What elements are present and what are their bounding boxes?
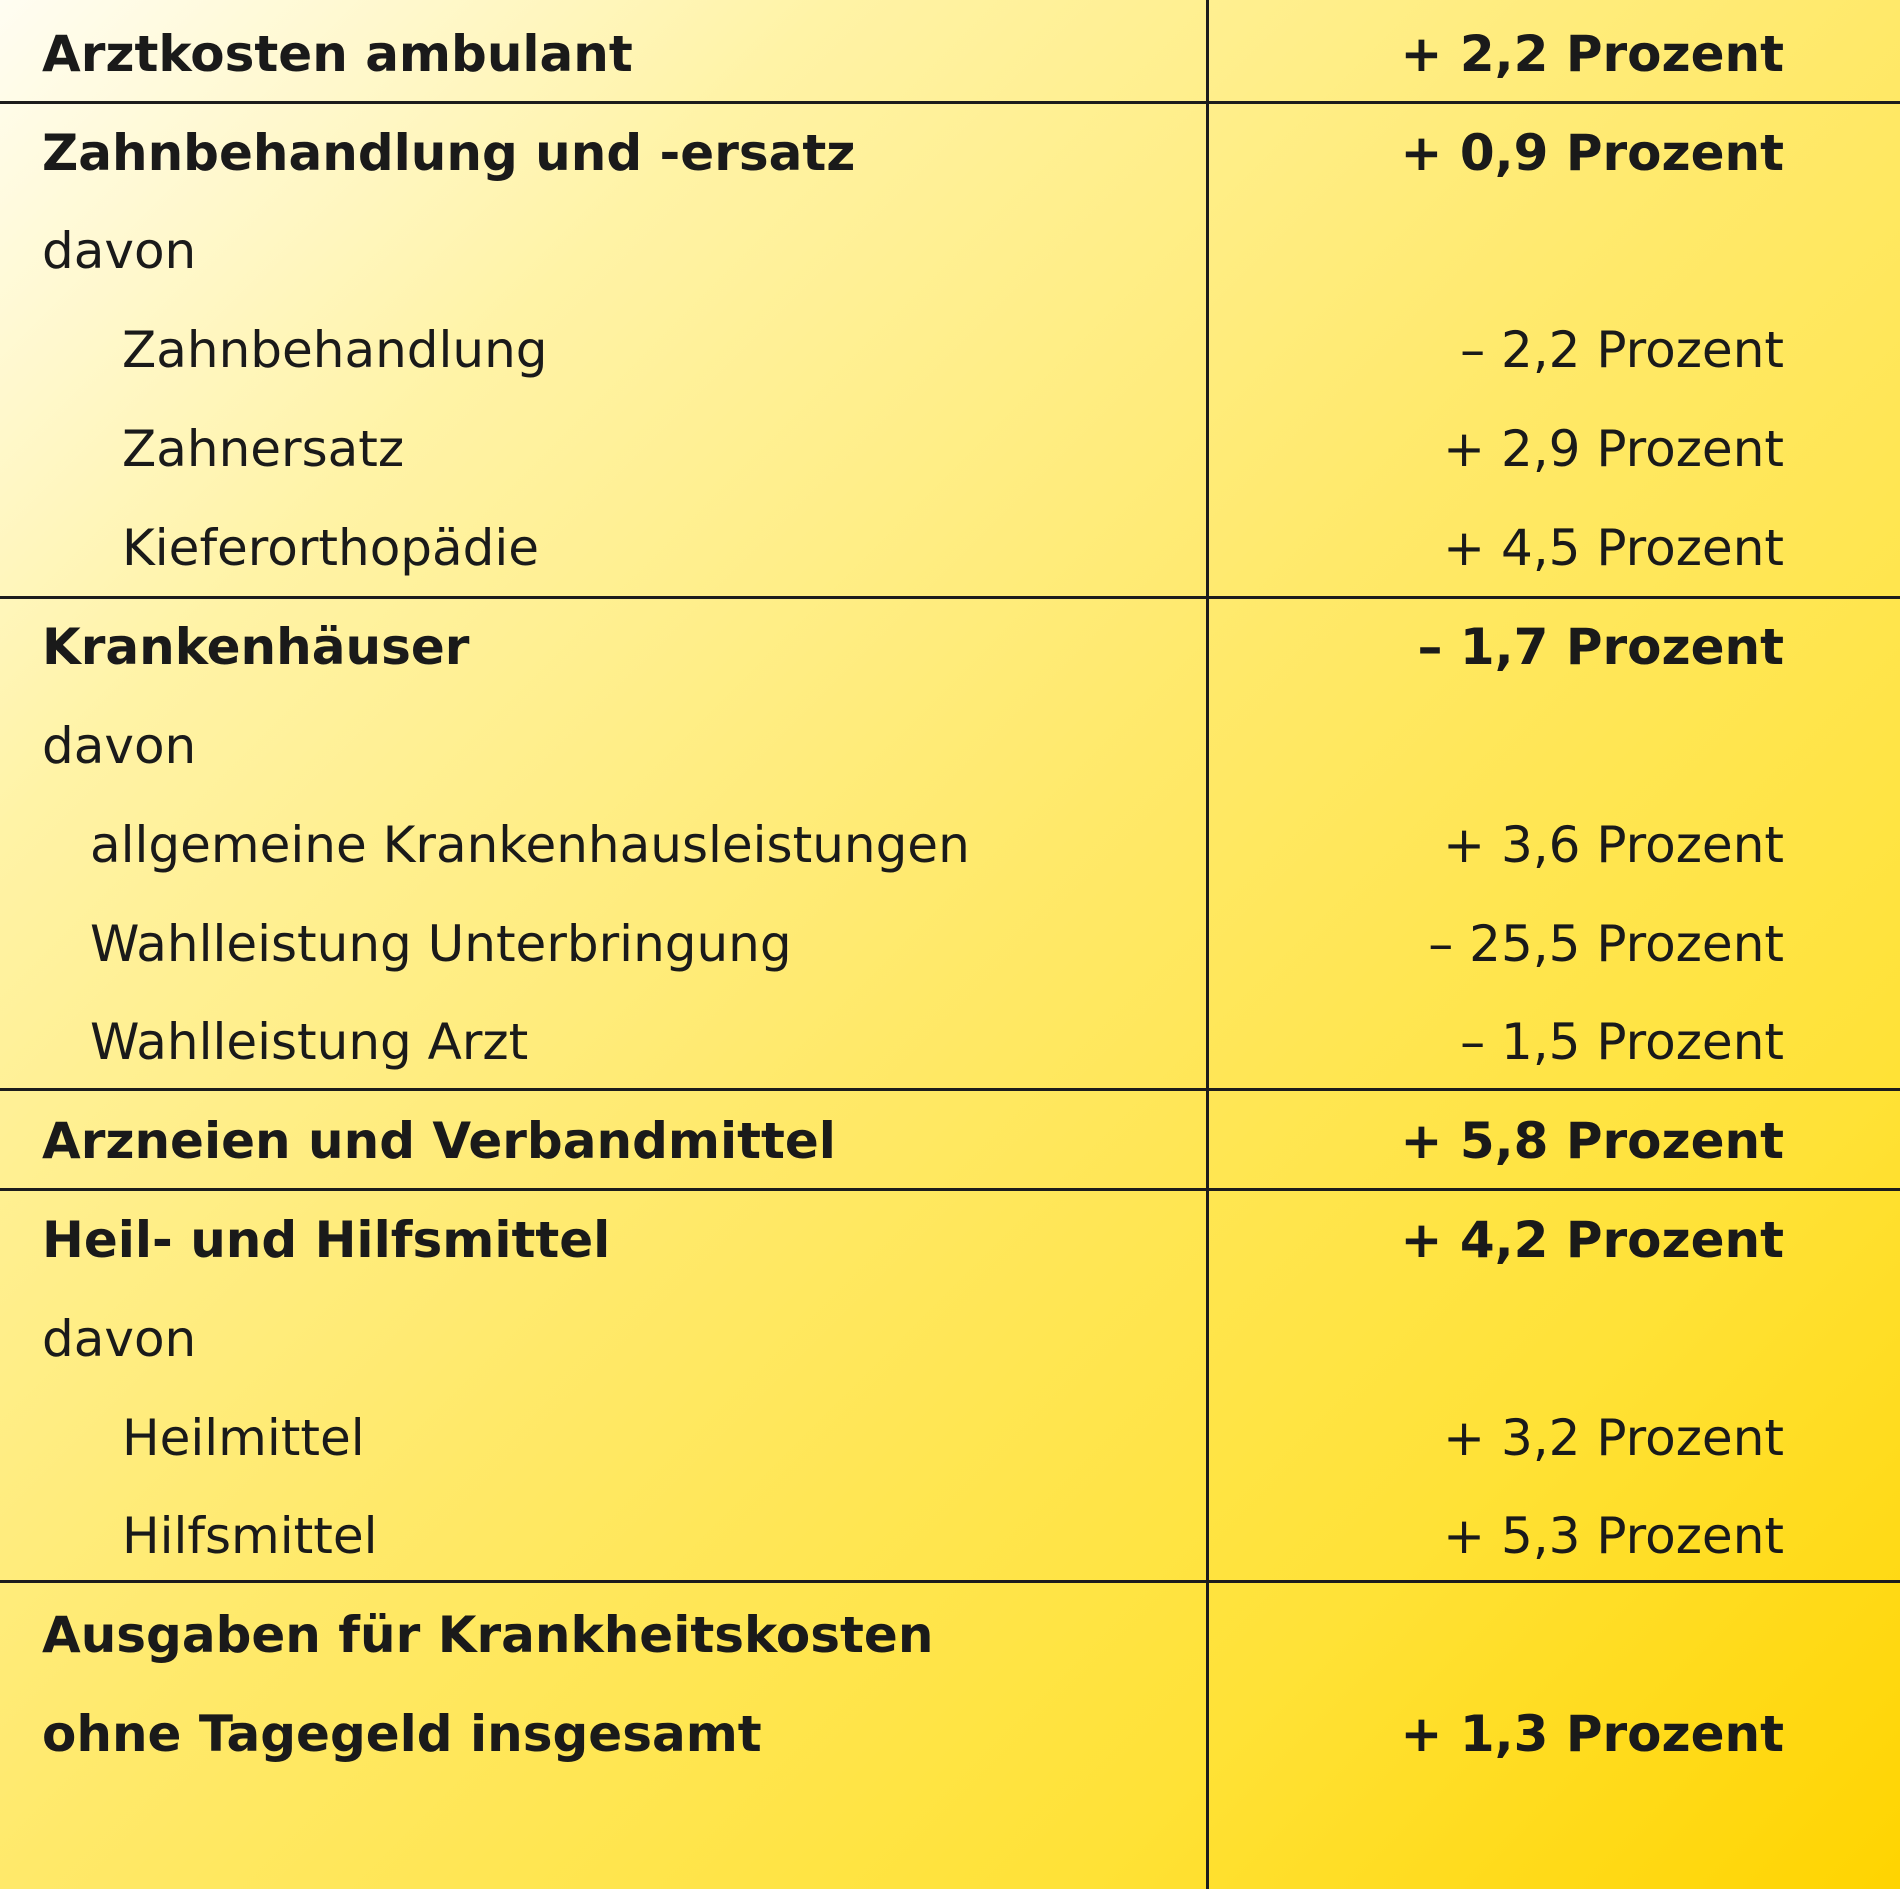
row-value: + 3,2 Prozent [1443,1409,1784,1467]
row-label: Wahlleistung Unterbringung [90,915,792,973]
row-label: Heilmittel [122,1409,365,1467]
row-value: – 2,2 Prozent [1460,321,1784,379]
table-row [0,1487,1900,1586]
row-label: davon [42,222,197,280]
row-label: davon [42,1310,197,1368]
table-row [0,598,1900,697]
table-row [0,1685,1900,1784]
table-row [0,202,1900,301]
table-row [0,796,1900,895]
row-label: ohne Tagegeld insgesamt [42,1705,762,1763]
row-label: Wahlleistung Arzt [90,1013,529,1071]
row-label: Heil- und Hilfsmittel [42,1211,611,1269]
row-label: Ausgaben für Krankheitskosten [42,1606,934,1664]
table-row [0,1092,1900,1191]
row-value: + 1,3 Prozent [1400,1705,1784,1763]
table-row [0,104,1900,203]
row-value: – 25,5 Prozent [1428,915,1784,973]
table-row [0,895,1900,994]
row-value: + 3,6 Prozent [1443,816,1784,874]
table-row [0,301,1900,400]
table-row [0,499,1900,598]
row-label: Hilfsmittel [122,1507,378,1565]
table-row [0,1586,1900,1685]
table-row [0,1290,1900,1389]
row-label: Arzneien und Verbandmittel [42,1112,836,1170]
row-value: + 2,2 Prozent [1400,25,1784,83]
table-row [0,1389,1900,1488]
table-row [0,5,1900,104]
row-value: + 5,8 Prozent [1400,1112,1784,1170]
row-label: Kieferorthopädie [122,519,540,577]
row-label: Arztkosten ambulant [42,25,633,83]
row-label: davon [42,717,197,775]
row-value: + 5,3 Prozent [1443,1507,1784,1565]
row-label: allgemeine Krankenhausleistungen [90,816,970,874]
row-value: + 4,2 Prozent [1400,1211,1784,1269]
row-value: + 2,9 Prozent [1443,420,1784,478]
table-row [0,993,1900,1092]
row-value: – 1,5 Prozent [1460,1013,1784,1071]
row-label: Zahnersatz [122,420,405,478]
row-label: Krankenhäuser [42,618,470,676]
table-row [0,1191,1900,1290]
row-value: + 0,9 Prozent [1400,124,1784,182]
row-label: Zahnbehandlung und -ersatz [42,124,856,182]
row-value: – 1,7 Prozent [1417,618,1784,676]
row-value: + 4,5 Prozent [1443,519,1784,577]
table-row [0,697,1900,796]
row-label: Zahnbehandlung [122,321,548,379]
table-row [0,400,1900,499]
